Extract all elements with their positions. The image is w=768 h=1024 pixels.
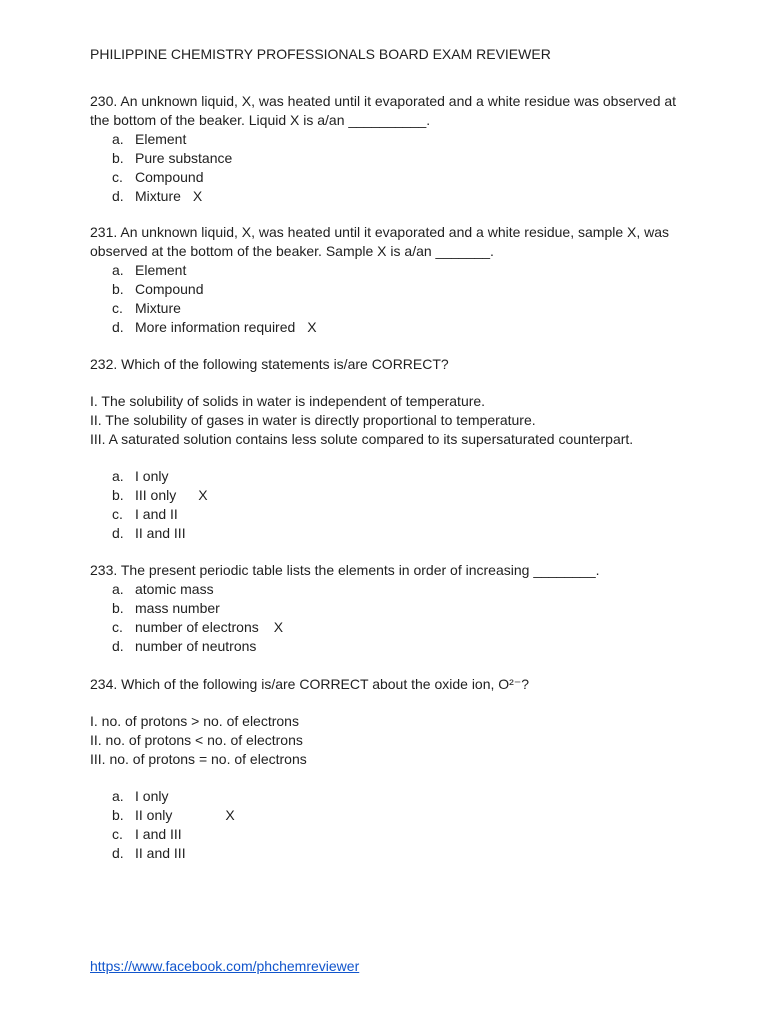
option-text: Element (135, 262, 187, 278)
option-text: I and II (135, 506, 178, 522)
option-letter: a. (112, 468, 124, 484)
answer-mark: X (192, 188, 203, 204)
facebook-link[interactable]: https://www.facebook.com/phchemreviewer (90, 958, 360, 974)
statements-list (90, 392, 690, 449)
question-stem: 230. An unknown liquid, X, was heated until it evaporated and a white residue was observed at the bottom of the beaker. Liquid X is a/an __________. (90, 93, 677, 128)
question-stem: 231. An unknown liquid, X, was heated until it evaporated and a white residue, sample X, was observed at the bottom of the beaker. Sample X is a/an _______. (90, 224, 670, 259)
option-d (90, 844, 690, 863)
option-text: Element (135, 131, 187, 147)
option-text: II only (135, 807, 173, 823)
answer-mark: X (198, 487, 208, 503)
option-letter: a. (112, 581, 124, 597)
option-d (90, 187, 690, 206)
option-b (90, 599, 690, 618)
statement-ii: II. no. of protons < no. of electrons (90, 732, 303, 748)
option-text: II and III (135, 525, 186, 541)
option-a (90, 261, 690, 280)
statement-iii: III. A saturated solution contains less solute compared to its supersaturated counterpart. (90, 431, 634, 447)
question-stem: 233. The present periodic table lists the elements in order of increasing ________. (90, 562, 600, 578)
option-text: mass number (135, 600, 220, 616)
option-letter: a. (112, 262, 124, 278)
option-text: atomic mass (135, 581, 214, 597)
option-text: Mixture (135, 188, 181, 204)
option-c (90, 825, 690, 844)
page-header: PHILIPPINE CHEMISTRY PROFESSIONALS BOARD EXAM REVIEWER (90, 46, 551, 62)
option-letter: d. (112, 319, 124, 335)
statement-ii: II. The solubility of gases in water is directly proportional to temperature. (90, 412, 536, 428)
options-list (90, 580, 690, 656)
options-list (90, 467, 690, 543)
statements-list (90, 712, 690, 769)
option-b (90, 280, 690, 299)
answer-mark: X (273, 619, 284, 635)
option-d (90, 637, 690, 656)
option-b (90, 486, 690, 505)
question-232 (90, 355, 690, 543)
option-text: II and III (135, 845, 186, 861)
option-letter: c. (112, 826, 123, 842)
options-list (90, 130, 690, 206)
option-text: Compound (135, 281, 204, 297)
question-233 (90, 561, 690, 656)
option-text: I and III (135, 826, 182, 842)
question-230 (90, 92, 690, 206)
option-a (90, 580, 690, 599)
option-text: III only (135, 487, 177, 503)
option-text: Compound (135, 169, 204, 185)
answer-mark: X (225, 807, 235, 823)
statement-iii: III. no. of protons = no. of electrons (90, 751, 307, 767)
question-stem: 232. Which of the following statements is/are CORRECT? (90, 356, 449, 372)
option-a (90, 130, 690, 149)
option-letter: a. (112, 788, 124, 804)
question-234 (90, 675, 690, 863)
option-letter: b. (112, 600, 124, 616)
option-text: Pure substance (135, 150, 233, 166)
question-stem: 234. Which of the following is/are CORRECT about the oxide ion, O²⁻? (90, 676, 530, 692)
option-letter: d. (112, 638, 124, 654)
options-list (90, 787, 690, 863)
option-text: I only (135, 468, 169, 484)
option-text: I only (135, 788, 169, 804)
option-c (90, 168, 690, 187)
option-a (90, 467, 690, 486)
question-231 (90, 223, 690, 337)
option-c (90, 505, 690, 524)
option-b (90, 149, 690, 168)
option-text: number of electrons (135, 619, 259, 635)
option-d (90, 524, 690, 543)
option-b (90, 806, 690, 825)
option-letter: b. (112, 281, 124, 297)
option-letter: c. (112, 300, 123, 316)
option-text: Mixture (135, 300, 181, 316)
option-text: More information required (135, 319, 296, 335)
options-list (90, 261, 690, 337)
option-c (90, 299, 690, 318)
answer-mark: X (307, 319, 317, 335)
option-letter: a. (112, 131, 124, 147)
option-a (90, 787, 690, 806)
statement-i: I. no. of protons > no. of electrons (90, 713, 299, 729)
option-letter: d. (112, 845, 124, 861)
option-letter: b. (112, 150, 124, 166)
option-letter: c. (112, 506, 123, 522)
option-letter: b. (112, 487, 124, 503)
option-letter: d. (112, 188, 124, 204)
statement-i: I. The solubility of solids in water is independent of temperature. (90, 393, 486, 409)
option-text: number of neutrons (135, 638, 257, 654)
option-letter: c. (112, 169, 123, 185)
option-letter: b. (112, 807, 124, 823)
option-letter: c. (112, 619, 123, 635)
option-letter: d. (112, 525, 124, 541)
option-d (90, 318, 690, 337)
option-c (90, 618, 690, 637)
